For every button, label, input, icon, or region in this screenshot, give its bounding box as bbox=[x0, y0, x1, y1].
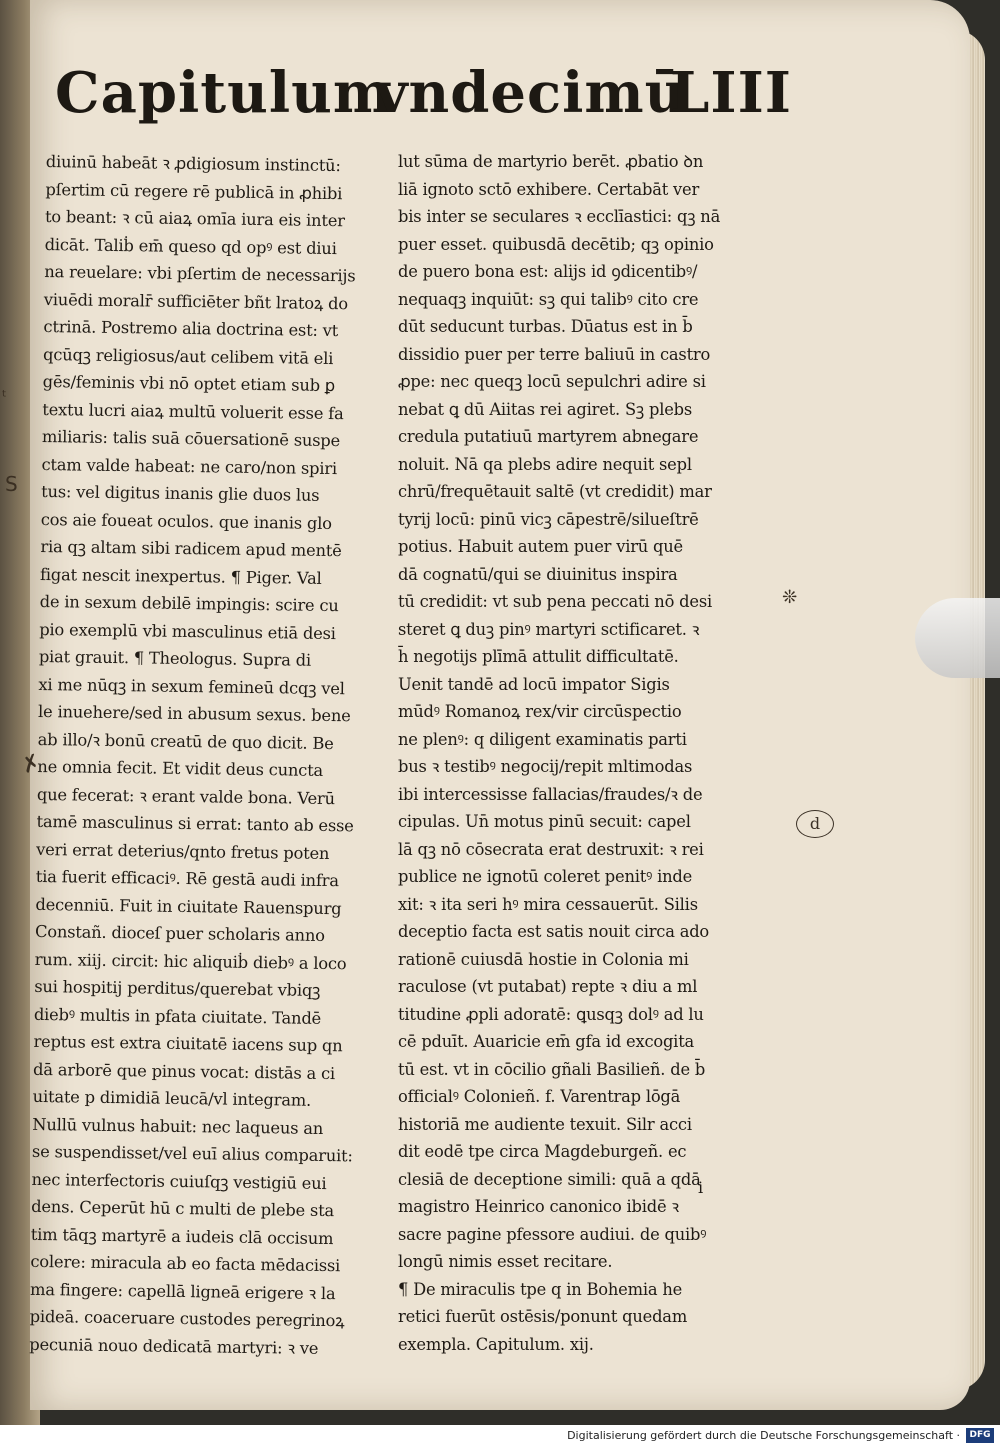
right-column-line: officialꝰ Colonieñ. f. Varentrap lōgā bbox=[398, 1087, 681, 1106]
right-column-line: steret ꝗ duꝫ pinꝰ martyri sctificaret. ꝛ bbox=[398, 619, 700, 639]
left-column-line: gēs/feminis vbi nō optet etiam sub ꝑ bbox=[42, 371, 336, 396]
left-column-line: le inuehere/sed in abusum sexus. bene bbox=[37, 701, 351, 726]
right-column-line: mūdꝰ Romanoꝝ rex/vir circūspectio bbox=[398, 702, 682, 721]
running-header bbox=[55, 60, 792, 145]
right-column-line: puer esset. quibusdā decētib; qꝫ opinio bbox=[398, 234, 714, 254]
left-column-line: ma fingere: capellā ligneā erigere ꝛ la bbox=[29, 1279, 336, 1303]
left-column-line: uitate p dimidiā leucā/vl integram. bbox=[32, 1086, 312, 1110]
left-column-line: ab illo/ꝛ bonū creatū de quo dicit. Be bbox=[37, 729, 334, 753]
margin-star-mark: ❊ bbox=[782, 587, 798, 608]
right-column-line: ¶ De miraculis tpe q in Bohemia he bbox=[398, 1279, 683, 1299]
margin-circled-note: d bbox=[796, 810, 834, 838]
right-column-line: titudine ꝓpli adoratē: ꝗusqꝫ dolꝰ ad lu bbox=[398, 1004, 704, 1024]
right-column-line: liā ignoto sctō exhibere. Certabāt ver bbox=[398, 179, 700, 199]
dfg-logo: DFG bbox=[966, 1428, 994, 1443]
left-column-line: nec interfectoris cuiuſqꝫ vestigiū eui bbox=[31, 1169, 327, 1193]
left-column-line: pio exemplū vbi masculinus etiā desi bbox=[39, 619, 336, 643]
right-column-line: noluit. Nā qa plebs adire nequit sepl bbox=[398, 454, 692, 474]
left-column-line: tus: vel digitus inanis glie duos lus bbox=[41, 481, 320, 505]
margin-s-mark: S bbox=[5, 472, 18, 496]
right-column-line: tyrij locū: pinū vicꝫ cāpestrē/silueſtrē bbox=[398, 509, 699, 529]
right-column-line: xit: ꝛ ita seri hꝰ mira cessauerūt. Silis bbox=[398, 894, 698, 914]
right-column-line: magistro Heinrico canonico ibidē ꝛ bbox=[398, 1197, 679, 1216]
right-column-line: retici fuerūt ostēsis/ponunt quedam bbox=[398, 1307, 688, 1326]
left-column-line: diuinū habeāt ꝛ ꝓdigiosum instinctū: bbox=[45, 151, 341, 176]
left-column-line: qcūqꝫ religiosus/aut celibem vitā eli bbox=[42, 344, 334, 368]
right-column-line: dā cognatū/qui se diuinitus inspira bbox=[398, 564, 678, 584]
left-column-line: cos aie foueat oculos. que inanis glo bbox=[40, 509, 332, 533]
left-column-line: ria qꝫ altam sibi radicem apud mentē bbox=[40, 536, 342, 561]
left-column-line: na reuelare: vbi pſertim de necessarijs bbox=[44, 261, 356, 286]
left-text-column bbox=[29, 148, 396, 1363]
left-column-line: ctrinā. Postremo alia doctrina est: vt bbox=[43, 316, 339, 341]
left-column-line: ctam valde habeat: ne caro/non spiri bbox=[41, 454, 338, 478]
right-column-line: lā qꝫ nō cōsecrata erat destruxit: ꝛ rei bbox=[398, 839, 704, 859]
right-column-line: historiā me audiente texuit. Silr acci bbox=[398, 1114, 692, 1134]
left-column-line: tamē masculinus si errat: tanto ab esse bbox=[36, 811, 354, 836]
left-column-line: to beant: ꝛ cū aiaꝝ omīa iura eis inter bbox=[44, 206, 345, 231]
left-column-line: tim tāqꝫ martyrē a iudeis clā occisum bbox=[30, 1224, 334, 1248]
right-column-line: clesiā de deceptione simili: quā a qdā bbox=[398, 1169, 701, 1189]
right-column-line: bus ꝛ testibꝰ negocij/repit mltimodas bbox=[398, 757, 693, 776]
right-column-line: deceptio facta est satis nouit circa ado bbox=[398, 922, 710, 941]
left-column-line: decenniū. Fuit in ciuitate Rauenspurg bbox=[35, 894, 342, 918]
left-column-line: diebꝰ multis in pfata ciuitate. Tandē bbox=[33, 1004, 322, 1028]
signature-mark: i bbox=[698, 1178, 704, 1197]
page-clip bbox=[915, 598, 1000, 678]
right-column-line: ꝓpe: nec queqꝫ locū sepulchri adire si bbox=[398, 372, 706, 391]
right-column-line: potius. Habuit autem puer virū quē bbox=[398, 537, 683, 556]
right-column-line: tū est. vt in cōcilio gñali Basilieñ. de b̄ bbox=[398, 1059, 706, 1079]
right-column-line: bis inter se seculares ꝛ ecclīastici: qꝫ nā bbox=[398, 207, 721, 226]
header-chapter-word: Capitulum bbox=[55, 60, 394, 126]
left-column-line: de in sexum debilē impingis: scire cu bbox=[39, 591, 339, 616]
right-column-line: exempla. Capitulum. xij. bbox=[398, 1334, 594, 1354]
left-column-line: rum. xiij. circit: hic aliquiḃ diebꝰ a loco bbox=[34, 949, 347, 973]
right-column-line: raculose (vt putabat) repte ꝛ diu a ml bbox=[398, 977, 698, 996]
margin-tiny-mark: ᵗ bbox=[2, 387, 7, 406]
left-column-line: viuēdi moralr̄ sufficiēter bñt lratoꝝ do bbox=[43, 289, 349, 313]
right-column-line: nebat ꝗ dū Aiitas rei agiret. Sꝫ plebs bbox=[398, 399, 693, 419]
left-column-line: dicāt. Taliḃ em̄ queso qd opꝰ est diui bbox=[44, 234, 337, 258]
left-column-line: Nullū vulnus habuit: nec laqueus an bbox=[32, 1114, 324, 1138]
left-column-line: tia fuerit efficaciꝰ. Rē gestā audi infra bbox=[35, 866, 339, 891]
right-column-line: dit eodē tpe circa Magdeburgeñ. ec bbox=[398, 1142, 687, 1161]
dfg-credit-text: Digitalisierung gefördert durch die Deutsche Forschungsgemeinschaft · bbox=[567, 1429, 960, 1442]
right-column-line: cē pduīt. Auaricie em̄ gfa id excogita bbox=[398, 1032, 695, 1051]
left-column-line: colere: miracula ab eo facta mēdacissi bbox=[30, 1251, 341, 1276]
right-column-line: longū nimis esset recitare. bbox=[398, 1252, 613, 1271]
right-column-line: chrū/frequētauit saltē (vt credidit) mar bbox=[398, 482, 712, 501]
left-column-line: miliaris: talis suā cōuersationē suspe bbox=[41, 426, 341, 451]
right-text-column bbox=[398, 148, 768, 1358]
right-column-line: cipulas. Un̄ motus pinū secuit: capel bbox=[398, 812, 691, 831]
right-column-line: h̄ negotijs plīmā attulit difficultatē. bbox=[398, 647, 679, 666]
left-column-line: Constañ. dioceſ puer scholaris anno bbox=[34, 921, 325, 945]
right-column-line: publice ne ignotū coleret penitꝰ inde bbox=[398, 867, 693, 886]
left-column-line: figat nescit inexpertus. ¶ Piger. Val bbox=[39, 564, 322, 588]
right-column-line: de puero bona est: alijs id ꝯdicentibꝰ/ bbox=[398, 262, 698, 281]
right-column-line: dūt seducunt turbas. Dūatus est in b̄ bbox=[398, 317, 693, 336]
right-column-line: credula putatiuū martyrem abnegare bbox=[398, 427, 699, 446]
left-column-line: dā arborē que pinus vocat: distās a ci bbox=[33, 1059, 336, 1083]
right-column-line: Uenit tandē ad locū impator Sigis bbox=[398, 674, 670, 694]
right-column-line: ne plenꝰ: q diligent examinatis parti bbox=[398, 729, 687, 749]
right-column-line: sacre pagine pfessore audiui. de quibꝰ bbox=[398, 1224, 707, 1244]
right-column-line: rationē cuiusdā hostie in Colonia mi bbox=[398, 949, 689, 969]
left-column-line: textu lucri aiaꝝ multū voluerit esse fa bbox=[42, 399, 344, 423]
right-column-line: dissidio puer per terre baliuū in castro bbox=[398, 344, 711, 364]
right-column-line: lut sūma de martyrio berēt. ꝓbatio ꝺn bbox=[398, 152, 704, 171]
left-column-line: pſertim cū regere rē publicā in ꝓhibi bbox=[45, 179, 343, 203]
right-column-line: tū credidit: vt sub pena peccati nō desi bbox=[398, 592, 712, 611]
margin-cross-mark: ✗ bbox=[18, 749, 45, 780]
left-column-line: piat grauit. ¶ Theologus. Supra di bbox=[38, 646, 312, 670]
folio-number: LIII bbox=[670, 60, 792, 126]
right-column-line: nequaqꝫ inquiūt: sꝫ qui talibꝰ cito cre bbox=[398, 289, 699, 309]
header-chapter-number: vndecimū bbox=[375, 60, 687, 126]
left-column-line: veri errat deterius/qnto fretus poten bbox=[36, 839, 330, 863]
left-column-line: dens. Ceperūt hū c multi de plebe sta bbox=[31, 1196, 335, 1221]
left-column-line: pideā. coaceruare custodes peregrinoꝝ bbox=[29, 1306, 345, 1331]
right-column-line: ibi intercessisse fallacias/fraudes/ꝛ de bbox=[398, 784, 703, 804]
left-column-line: pecuniā nouo dedicatā martyri: ꝛ ve bbox=[29, 1334, 319, 1358]
left-column-line: que fecerat: ꝛ erant valde bona. Verū bbox=[36, 784, 336, 808]
left-column-line: xi me nūqꝫ in sexum femineū dcqꝫ vel bbox=[38, 674, 345, 698]
left-column-line: ne omnia fecit. Et vidit deus cuncta bbox=[37, 756, 324, 780]
left-column-line: reptus est extra ciuitatē iacens sup qn bbox=[33, 1031, 343, 1056]
left-column-line: sui hospitij perditus/querebat vbiqꝫ bbox=[34, 976, 321, 1000]
left-column-line: se suspendisset/vel euī alius comparuit: bbox=[31, 1141, 353, 1166]
dfg-footer-bar bbox=[0, 1425, 1000, 1447]
